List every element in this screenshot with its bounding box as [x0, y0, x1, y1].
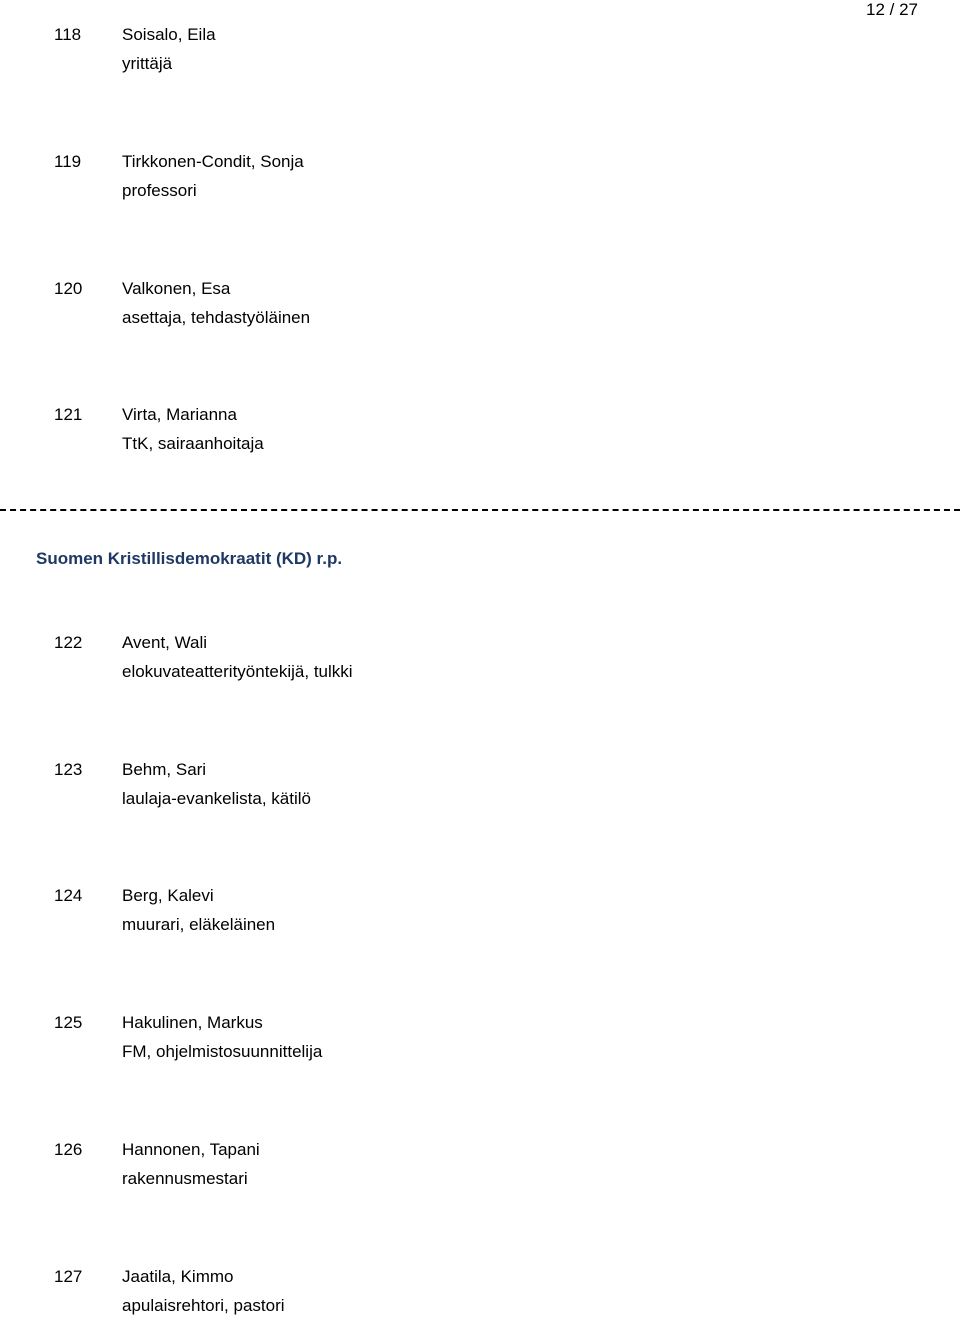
- page-number: 12 / 27: [866, 0, 918, 19]
- candidate-occupation: elokuvateatterityöntekijä, tulkki: [122, 662, 353, 681]
- candidate-number: 123: [54, 760, 83, 779]
- candidate-name: Hannonen, Tapani: [122, 1140, 260, 1159]
- candidate-occupation: apulaisrehtori, pastori: [122, 1296, 285, 1315]
- candidate-entry: [0, 882, 960, 942]
- candidate-entry: [0, 148, 960, 208]
- candidate-name: Valkonen, Esa: [122, 279, 231, 298]
- candidate-number: 124: [54, 886, 83, 905]
- candidate-entry: [0, 1263, 960, 1323]
- candidate-number: 125: [54, 1013, 83, 1032]
- candidate-occupation: yrittäjä: [122, 54, 173, 73]
- section-divider: [0, 509, 960, 511]
- candidate-name: Virta, Marianna: [122, 405, 237, 424]
- candidate-number: 127: [54, 1267, 83, 1286]
- candidate-occupation: FM, ohjelmistosuunnittelija: [122, 1042, 323, 1061]
- candidate-name: Jaatila, Kimmo: [122, 1267, 234, 1286]
- candidate-name: Hakulinen, Markus: [122, 1013, 263, 1032]
- candidate-name: Behm, Sari: [122, 760, 207, 779]
- candidate-entry: [0, 401, 960, 461]
- candidate-entry: [0, 21, 960, 81]
- candidate-occupation: asettaja, tehdastyöläinen: [122, 308, 311, 327]
- candidate-entry: [0, 275, 960, 335]
- candidate-occupation: muurari, eläkeläinen: [122, 915, 276, 934]
- candidate-occupation: TtK, sairaanhoitaja: [122, 434, 264, 453]
- candidate-entry: [0, 1136, 960, 1196]
- candidate-number: 118: [54, 25, 82, 44]
- candidate-occupation: professori: [122, 181, 197, 200]
- candidate-entry: [0, 1009, 960, 1069]
- candidate-name: Soisalo, Eila: [122, 25, 216, 44]
- candidate-number: 120: [54, 279, 83, 298]
- candidate-number: 122: [54, 633, 83, 652]
- candidate-occupation: laulaja-evankelista, kätilö: [122, 789, 311, 808]
- candidate-name: Avent, Wali: [122, 633, 208, 652]
- candidate-number: 126: [54, 1140, 83, 1159]
- candidate-entry: [0, 629, 960, 689]
- candidate-number: 121: [54, 405, 83, 424]
- party-heading: Suomen Kristillisdemokraatit (KD) r.p.: [36, 549, 343, 568]
- candidate-name: Tirkkonen-Condit, Sonja: [122, 152, 304, 171]
- candidate-number: 119: [54, 152, 82, 171]
- candidate-entry: [0, 756, 960, 816]
- candidate-occupation: rakennusmestari: [122, 1169, 248, 1188]
- candidate-name: Berg, Kalevi: [122, 886, 214, 905]
